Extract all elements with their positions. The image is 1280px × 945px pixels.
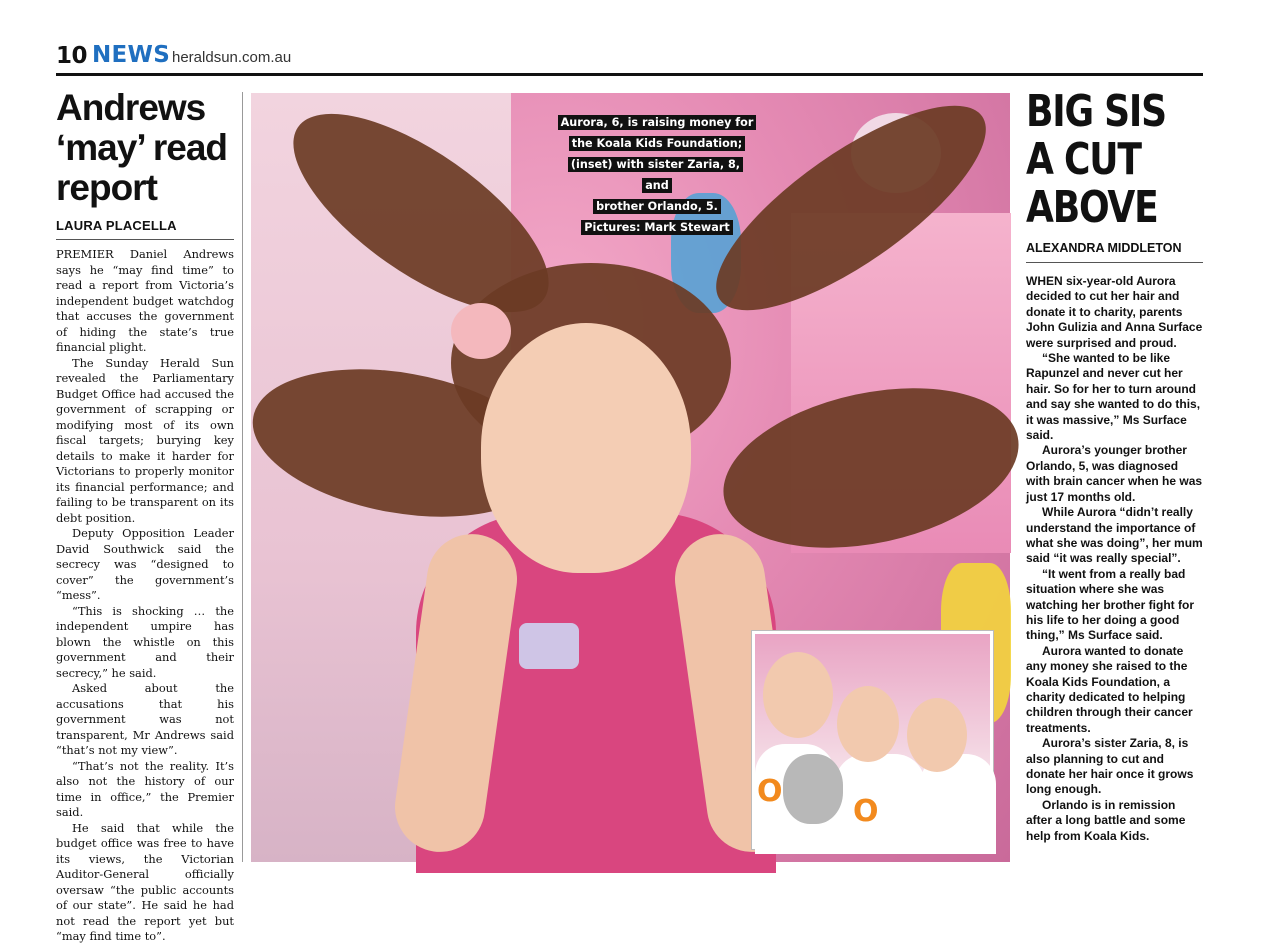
right-headline-line: ABOVE <box>1026 182 1158 233</box>
byline-divider <box>56 239 234 240</box>
right-paragraph: WHEN six-year-old Aurora decided to cut her hair and donate it to charity, parents John Gulizia and Anna Surface were surprised and proud. <box>1026 274 1203 350</box>
section-name: NEWS <box>92 42 171 68</box>
right-paragraph: “It went from a really bad situation where she was watching her brother fight for his life to her doing a good thing,” Ms Surface said. <box>1026 566 1194 643</box>
left-byline: LAURA PLACELLA <box>56 218 177 233</box>
left-paragraph: Asked about the accusations that his government was not transparent, Mr Andrews said “that’s not my view”. <box>56 681 234 757</box>
photo-caption <box>557 111 757 237</box>
left-paragraph: “That’s not the reality. It’s also not the history of our time in office,” the Premier said. <box>56 758 234 819</box>
left-headline: Andrews ‘may’ read report <box>56 87 228 208</box>
inset-face <box>763 652 833 738</box>
right-story <box>1026 88 1203 844</box>
masthead-rule <box>56 73 1203 76</box>
inset-face <box>907 698 967 772</box>
right-paragraph: Aurora’s younger brother Orlando, 5, was diagnosed with brain cancer when he was just 17 months old. <box>1026 443 1203 504</box>
right-paragraph: Aurora’s sister Zaria, 8, is also planning to cut and donate her hair once it grows long enough. <box>1026 736 1194 797</box>
left-paragraph: “This is shocking … the independent umpire has blown the whistle on this government and their secrecy,” he said. <box>56 603 234 680</box>
right-headline-line: A CUT <box>1026 134 1141 185</box>
right-byline: ALEXANDRA MIDDLETON <box>1026 241 1182 255</box>
right-headline <box>1026 88 1171 232</box>
column-divider <box>242 92 243 862</box>
caption-line: Aurora, 6, is raising money for <box>558 115 757 130</box>
caption-line: (inset) with sister Zaria, 8, and <box>568 157 743 193</box>
inset-face <box>837 686 899 762</box>
inset-shirt-logo: O <box>757 774 783 809</box>
photo-watch <box>519 623 579 669</box>
caption-line: the Koala Kids Foundation; <box>569 136 746 151</box>
left-paragraph: Deputy Opposition Leader David Southwick said the secrecy was “designed to cover” the government’s “mess”. <box>56 526 234 602</box>
inset-photo <box>752 631 993 849</box>
left-paragraph: PREMIER Daniel Andrews says he “may find time” to read a report from Victoria’s independent budget watchdog that accuses the government of hiding the state’s true financial plight. <box>56 247 234 354</box>
right-body <box>1026 274 1203 844</box>
caption-line: Pictures: Mark Stewart <box>581 220 732 235</box>
photo-hair-flower <box>451 303 511 359</box>
right-paragraph: Orlando is in remission after a long battle and some help from Koala Kids. <box>1026 797 1186 843</box>
byline-divider <box>1026 262 1203 263</box>
site-url[interactable]: heraldsun.com.au <box>172 49 292 66</box>
right-headline-line: BIG SIS <box>1026 86 1166 137</box>
page-number: 10 <box>56 43 88 69</box>
left-paragraph: He said that while the budget office was free to have its views, the Victorian Auditor-General officially oversaw “the public accounts of our state”. He said he had not read the report yet but “may find time to”. <box>56 820 234 943</box>
inset-shirt <box>835 754 925 854</box>
inset-koala-toy <box>783 754 843 824</box>
right-paragraph: While Aurora “didn’t really understand the importance of what she was doing”, her mum said “it was really special”. <box>1026 505 1203 566</box>
right-paragraph: “She wanted to be like Rapunzel and never cut her hair. So for her to turn around and say she wanted to do this, it was massive,” Ms Surface said. <box>1026 351 1201 443</box>
left-paragraph: The Sunday Herald Sun revealed the Parliamentary Budget Office had accused the government of scrapping or modifying most of its own fiscal targets; burying key details to make it harder for Victorians to properly monitor its financial performance; and failing to be transparent on its debt position. <box>56 355 234 525</box>
inset-shirt-logo: O <box>853 794 879 829</box>
right-paragraph: Aurora wanted to donate any money she raised to the Koala Kids Foundation, a charity dedicated to helping children through their cancer treatments. <box>1026 643 1193 735</box>
left-story <box>56 88 234 945</box>
masthead <box>56 40 1203 76</box>
caption-line: brother Orlando, 5. <box>593 199 721 214</box>
photo-face <box>481 323 691 573</box>
left-body <box>56 247 234 945</box>
